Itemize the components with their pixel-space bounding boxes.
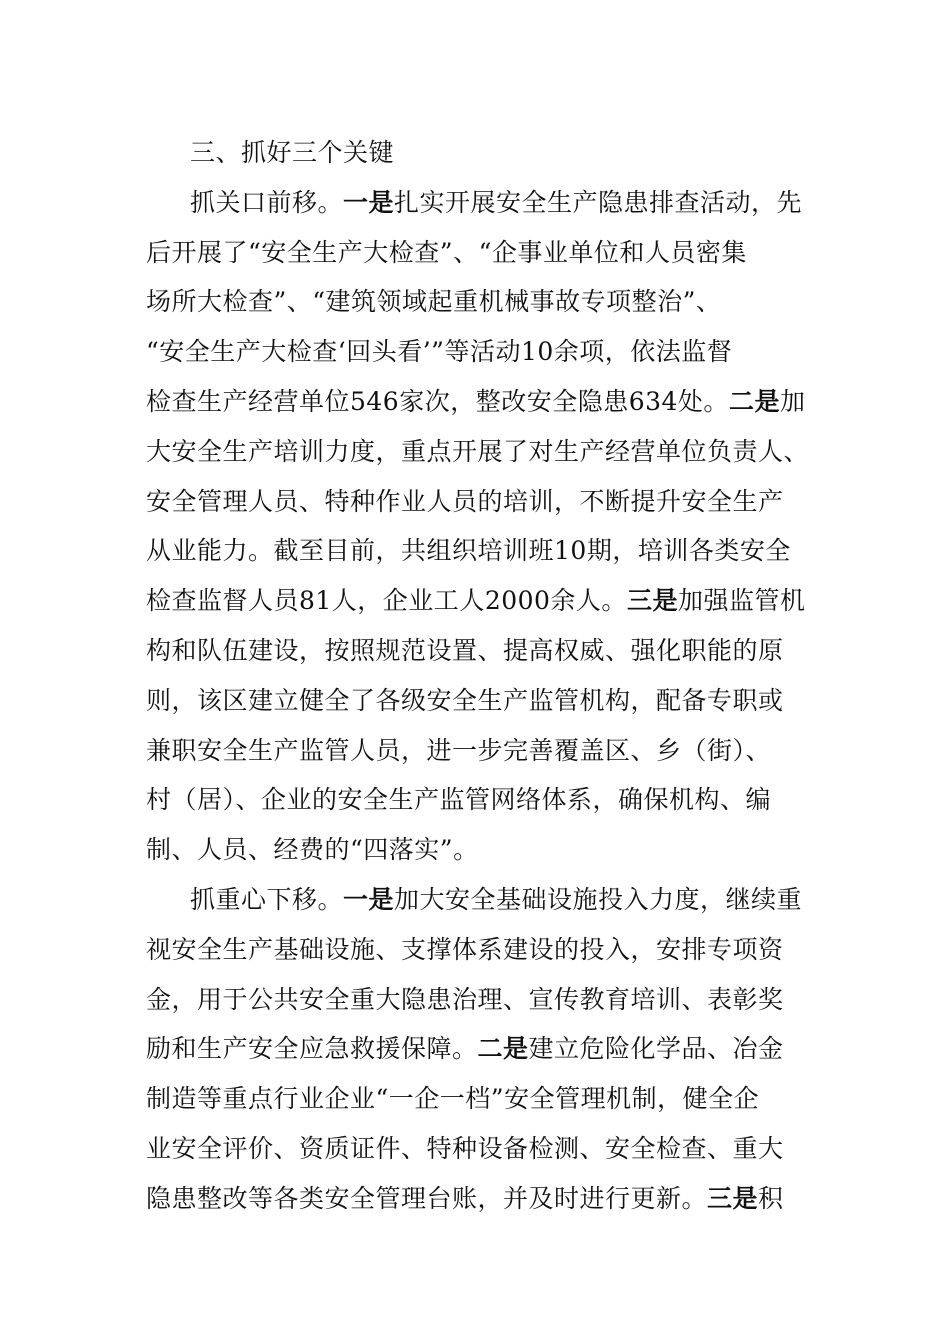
text-line — [146, 925, 806, 975]
text-line — [146, 1074, 806, 1124]
text-line — [146, 477, 806, 527]
text-segment: 村（居）、企业的安全生产监管网络体系，确保机构、编 — [146, 785, 772, 815]
text-segment: 则，该区建立健全了各级安全生产监管机构，配备专职或 — [146, 685, 784, 715]
text-segment: 检查生产经营单位546家次，整改安全隐患634处。 — [146, 386, 729, 416]
text-segment: 场所大检查”、“建筑领域起重机械事故专项整治”、 — [146, 287, 722, 317]
text-segment: 制造等重点行业企业“一企一档”安全管理机制，健全企 — [146, 1084, 760, 1114]
text-line — [146, 875, 806, 925]
text-segment: 大安全生产培训力度，重点开展了对生产经营单位负责人、 — [146, 436, 810, 466]
emphasis-marker: 三是 — [707, 1183, 759, 1213]
text-segment: 三、抓好三个关键 — [190, 138, 395, 167]
emphasis-marker: 二是 — [477, 1034, 529, 1064]
text-segment: 业安全评价、资质证件、特种设备检测、安全检查、重大 — [146, 1133, 784, 1163]
section-heading — [146, 128, 806, 178]
text-segment: 抓重心下移。 — [190, 884, 344, 914]
text-segment: 加大安全基础设施投入力度，继续重 — [394, 884, 803, 914]
text-segment: 金，用于公共安全重大隐患治理、宣传教育培训、表彰奖 — [146, 984, 784, 1014]
emphasis-marker: 一是 — [343, 187, 395, 217]
text-line — [146, 975, 806, 1025]
text-segment: 安全管理人员、特种作业人员的培训，不断提升安全生产 — [146, 486, 784, 516]
text-segment: 制、人员、经费的“四落实”。 — [146, 835, 479, 865]
text-line — [146, 526, 806, 576]
text-segment: 后开展了“安全生产大检查”、“企事业单位和人员密集 — [146, 237, 747, 267]
text-segment: 视安全生产基础设施、支撑体系建设的投入，安排专项资 — [146, 934, 784, 964]
text-segment: “安全生产大检查‘回头看’”等活动10余项，依法监督 — [146, 337, 733, 367]
text-line — [146, 825, 806, 875]
text-line — [146, 626, 806, 676]
text-segment: 隐患整改等各类安全管理台账，并及时进行更新。 — [146, 1183, 708, 1213]
text-segment: 积 — [758, 1183, 784, 1213]
text-line — [146, 427, 810, 477]
text-segment: 励和生产安全应急救援保障。 — [146, 1034, 478, 1064]
text-line — [146, 1024, 806, 1074]
document-body — [146, 128, 810, 1224]
text-line — [146, 377, 806, 427]
text-line — [146, 576, 806, 626]
text-segment: 加 — [779, 386, 806, 416]
text-line — [146, 1124, 806, 1174]
emphasis-marker: 二是 — [728, 386, 780, 416]
text-line — [146, 1174, 806, 1224]
text-segment: 兼职安全生产监管人员，进一步完善覆盖区、乡（街）、 — [146, 735, 772, 765]
text-segment: 建立危险化学品、冶金 — [528, 1034, 784, 1064]
emphasis-marker: 一是 — [343, 884, 395, 914]
text-segment: 抓关口前移。 — [190, 187, 344, 217]
text-line — [146, 277, 806, 327]
text-line — [146, 228, 806, 278]
text-line — [146, 327, 806, 377]
text-line — [146, 178, 806, 228]
text-line — [146, 775, 806, 825]
text-segment: 构和队伍建设，按照规范设置、提高权威、强化职能的原 — [146, 635, 784, 665]
text-line — [146, 726, 806, 776]
text-segment: 扎实开展安全生产隐患排查活动，先 — [394, 187, 803, 217]
text-segment: 加强监管机 — [677, 586, 806, 616]
text-segment: 检查监督人员81人，企业工人2000余人。 — [146, 586, 627, 616]
text-line — [146, 676, 806, 726]
emphasis-marker: 三是 — [626, 586, 678, 616]
text-segment: 从业能力。截至目前，共组织培训班10期，培训各类安全 — [146, 536, 791, 566]
